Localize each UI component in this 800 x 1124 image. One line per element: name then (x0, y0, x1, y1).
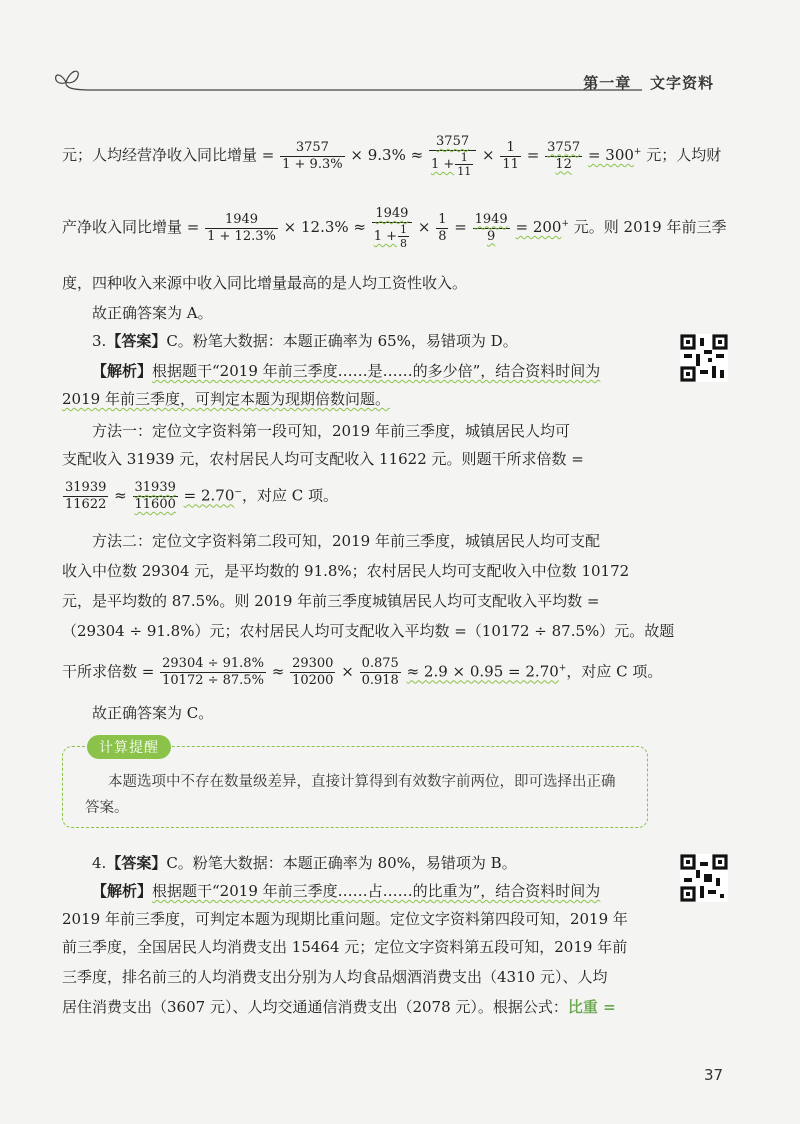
text-line: 元；人均经营净收入同比增量 = $\frac{3757}{1 + 9.3\%}$ × 9.3% ≈ 3757 1 + $\frac{1}{11}$ × $\frac{1}{11}$ = $\frac{3757}{12}$ = 300+ 元；人均财 (62, 134, 722, 178)
text-line: 度，四种收入来源中收入同比增量最高的是人均工资性收入。 (62, 274, 468, 292)
text-line: 产净收入同比增量 = $\frac{1949}{1 + 12.3\%}$ × 12.3% ≈ 1949 1 + $\frac{1}{8}$ × $\frac{1}{8}$ = $\frac{1949}{9}$ = 200+ 元。则 2019 年前三季 (62, 206, 727, 250)
fraction: $\frac{3757}{12}$ (547, 139, 581, 172)
fraction: 3757 1 + $\frac{1}{11}$ (429, 134, 476, 178)
text-line: 支配收入 31939 元，农村居民人均可支配收入 11622 元。则题干所求倍数 = (62, 450, 584, 468)
calculation-tip-box (62, 740, 648, 828)
text-line: 元，是平均数的 87.5%。则 2019 年前三季度城镇居民人均可支配收入平均数 = (62, 592, 600, 610)
fraction: $\frac{31939}{11622}$ (65, 480, 107, 512)
text-line: 故正确答案为 C。 (92, 704, 214, 722)
fraction: $\frac{29300}{10200}$ (292, 656, 334, 688)
fraction: $\frac{0.875}{0.918}$ (361, 656, 399, 688)
page-number: 37 (704, 1066, 724, 1084)
fraction: $\frac{29304 \div 91.8\%}{10172 \div 87.5\%}$ (162, 656, 264, 688)
text-line: 故正确答案为 A。 (92, 304, 213, 322)
fraction: $\frac{1}{11}$ (502, 139, 519, 172)
qr-code-icon (680, 854, 728, 902)
page-header (52, 58, 752, 98)
fraction: $\frac{1949}{1 + 12.3\%}$ (207, 211, 276, 244)
qr-code-icon (680, 334, 728, 382)
fraction: $\frac{31939}{11600}$ (134, 480, 176, 512)
fraction: 1949 1 + $\frac{1}{8}$ (372, 206, 412, 250)
text-line: 方法二：定位文字资料第二段可知，2019 年前三季度，城镇居民人均可支配 (92, 532, 600, 550)
text-line: 方法一：定位文字资料第一段可知，2019 年前三季度，城镇居民人均可 (92, 422, 570, 440)
text-line: 前三季度，全国居民人均消费支出 15464 元；定位文字资料第五段可知，2019 年前 (62, 938, 628, 956)
answer-line: 3.【答案】C。粉笔大数据：本题正确率为 65%，易错项为 D。 (92, 332, 518, 350)
text-line: 2019 年前三季度，可判定本题为现期比重问题。定位文字资料第四段可知，2019 年 (62, 910, 628, 928)
text-line: 2019 年前三季度，可判定本题为现期倍数问题。 (62, 390, 390, 408)
text-line: 干所求倍数 = $\frac{29304 \div 91.8\%}{10172 \div 87.5\%}$ ≈ $\frac{29300}{10200}$ × $\frac{0.875}{0.918}$ ≈ 2.9 × 0.95 = 2.70+，对应 C 项。 (62, 656, 663, 688)
fraction: $\frac{3757}{1 + 9.3\%}$ (282, 139, 343, 172)
text-line: $\frac{31939}{11622}$ ≈ $\frac{31939}{11600}$ = 2.70−，对应 C 项。 (65, 480, 338, 512)
analysis-line: 【解析】根据题干“2019 年前三季度……占……的比重为”，结合资料时间为 (92, 882, 601, 900)
text-line: 三季度，排名前三的人均消费支出分别为人均食品烟酒消费支出（4310 元）、人均 (62, 968, 608, 986)
text-line: 居住消费支出（3607 元）、人均交通通信消费支出（2078 元）。根据公式：比重 = (62, 998, 616, 1016)
tip-text: 本题选项中不存在数量级差异，直接计算得到有效数字前两位，即可选择出正确答案。 (85, 774, 616, 816)
text-line: （29304 ÷ 91.8%）元；农村居民人均可支配收入平均数 =（10172 ÷ 87.5%）元。故题 (62, 622, 675, 640)
chapter-title: 第一章 文字资料 (583, 74, 714, 92)
analysis-line: 【解析】根据题干“2019 年前三季度……是……的多少倍”，结合资料时间为 (92, 362, 601, 380)
tip-label: 计算提醒 (87, 735, 171, 759)
fraction: $\frac{1}{8}$ (438, 211, 447, 244)
fraction: $\frac{1949}{9}$ (474, 211, 508, 244)
text-line: 收入中位数 29304 元，是平均数的 91.8%；农村居民人均可支配收入中位数 10172 (62, 562, 630, 580)
answer-line: 4.【答案】C。粉笔大数据：本题正确率为 80%，易错项为 B。 (92, 854, 517, 872)
